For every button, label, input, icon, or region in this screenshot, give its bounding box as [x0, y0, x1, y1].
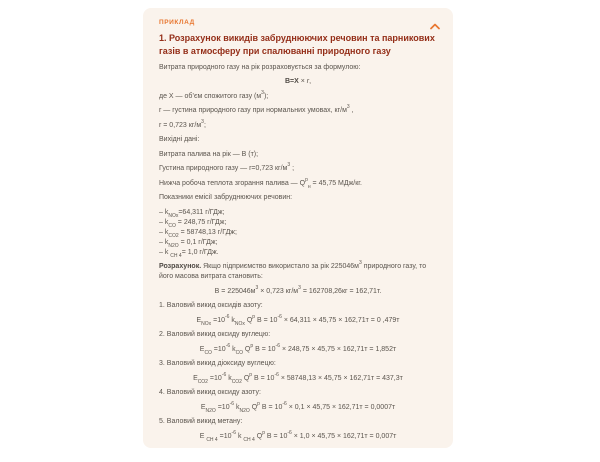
paragraph: Вихідні дані:	[159, 136, 200, 143]
collapse-toggle-button[interactable]	[425, 16, 445, 36]
formula-line: Е $_{СН 4} =10^{-6}$ k $_{СН 4}$ $Q^р$ $В = 10^{-6} \times 1,0 \times 45,75 \times 162,71т = 0,007т$	[199, 429, 397, 443]
formula-line: $Е_{СО} =10^{-6}$ $k_{СО}$ $Q^р$ $В = 10^{-6} \times 248,75 \times 45,75 \times 162,71т = 1,852т$	[199, 342, 397, 356]
paragraph: 3. Валовий викид діоксиду вуглецю:	[159, 360, 276, 367]
paragraph: Показники емісії забруднюючих речовин:	[159, 194, 293, 201]
formula-line: $Е_{NOх} =10^{-6}$ $k_{NOх}$ $Q^р$ $В = 10^{-6} \times 64,311 \times 45,75 \times 162,71т = 0$ ,479т	[196, 313, 400, 327]
paragraph: Нижча робоча теплота згорання палива — $Q^р_н = 45,75$ МДж/кг.	[159, 176, 362, 190]
paragraph: де Х — об’єм спожитого газу $(м^3)$;	[159, 89, 269, 100]
list-item: – $k_{CO} = 248,75$ г/ГДж;	[159, 218, 227, 229]
formula-line: $В = 225046м^3 \times 0,723$ $кг/м^3 = 162708,26кг = 162,71т$.	[214, 284, 382, 295]
example-title: 1. Розрахунок викидів забруднюючих речовин та парникових газів в атмосферу при спалюванні природного газу	[159, 33, 435, 56]
formula-line: В=Х × r,	[284, 78, 312, 85]
paragraph: r — густина природного газу при нормальних умовах, $кг/м^3$ ,	[159, 104, 354, 114]
example-body	[159, 63, 437, 442]
paragraph: r = 0,723 $кг/м^3$;	[159, 118, 206, 129]
paragraph: 2. Валовий викид оксиду вуглецю:	[159, 331, 271, 338]
formula-line: $Е_{СО2} =10^{-6}$ $k_{СО2}$ $Q^р$ $В = 10^{-6} \times 58748,13 \times 45,75 \times 162,71т = 437,3т$	[193, 371, 403, 385]
example-card	[143, 8, 453, 448]
paragraph: Витрата природного газу на рік розраховується за формулою:	[159, 63, 361, 71]
chevron-up-icon	[430, 23, 440, 30]
paragraph: 1. Валовий викид оксидів азоту:	[159, 302, 263, 309]
paragraph: 4. Валовий викид оксиду азоту:	[159, 389, 261, 396]
paragraph: Витрата палива на рік — В (т);	[159, 150, 259, 158]
list-item: – $k_{CO2} = 58748,13$ г/ГДж;	[159, 228, 237, 239]
paragraph: 5. Валовий викид метану:	[159, 418, 243, 425]
formula-line: $Е_{N2O} =10^{-6}$ $k_{N2O}$ $Q^р$ $В = 10^{-6} \times 0,1 \times 45,75 \times 162,71т = 0,0007т$	[200, 400, 396, 414]
paragraph: Густина природного газу — r=0,723 $кг/м^3$ ;	[159, 162, 295, 172]
list-item: – $k_{N2O} = 0,1$ г/ГДж;	[159, 238, 218, 249]
list-item: – $k_{NOх}=64,311$ г/ГДж;	[159, 208, 225, 219]
example-kicker: ПРИКЛАД	[159, 19, 195, 26]
paragraph: Розрахунок. Якщо підприємство використало за рік $225046м^3$ природного газу, то його масова витрата становить:	[159, 260, 427, 280]
list-item: – k $_{CH 4}$= 1,0 г/ГДж.	[159, 248, 219, 259]
